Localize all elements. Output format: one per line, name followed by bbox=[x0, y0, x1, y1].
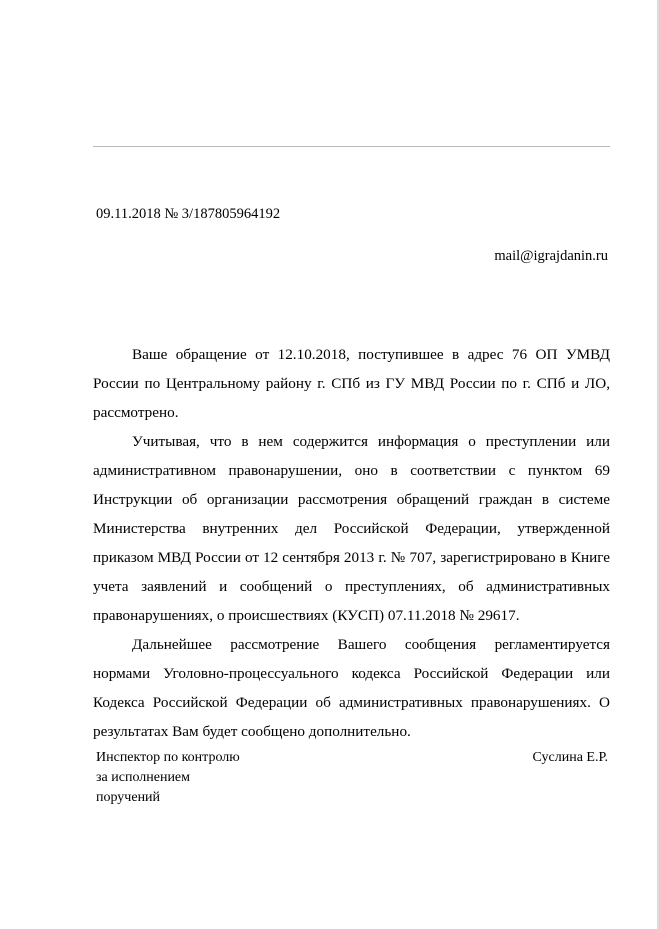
signer-position-line-2: за исполнением bbox=[96, 770, 191, 785]
paragraph-2: Учитывая, что в нем содержится информация о преступлении или административном правонарушении, оно в соответствии с пунктом 69 Инструкции об организации рассмотрения обращений граждан в системе Министерства внутренних дел Российской Федерации, утвержденной приказом МВД России от 12 сентября 2013 г. № 707, зарегистрировано в Книге учета заявлений и сообщений о преступлениях, об административных правонарушениях, о происшествиях (КУСП) 07.11.2018 № 29617. bbox=[93, 433, 610, 624]
signer-position-line-1: Инспектор по контролю bbox=[96, 750, 240, 765]
signer-position bbox=[96, 748, 296, 808]
signer-name: Суслина Е.Р. bbox=[532, 750, 608, 765]
header-divider bbox=[93, 146, 610, 147]
signer-position-line-3: поручений bbox=[96, 790, 161, 805]
letter-body bbox=[93, 340, 610, 746]
paragraph-3: Дальнейшее рассмотрение Вашего сообщения регламентируется нормами Уголовно-процессуального кодекса Российской Федерации или Кодекса Российской Федерации об административных правонарушениях. О результатах Вам будет сообщено дополнительно. bbox=[93, 636, 610, 740]
recipient-email: mail@igrajdanin.ru bbox=[494, 248, 608, 264]
paragraph-1: Ваше обращение от 12.10.2018, поступившее в адрес 76 ОП УМВД России по Центральному району г. СПб из ГУ МВД России по г. СПб и ЛО, рассмотрено. bbox=[93, 346, 610, 421]
document-reference: 09.11.2018 № 3/187805964192 bbox=[96, 206, 281, 222]
